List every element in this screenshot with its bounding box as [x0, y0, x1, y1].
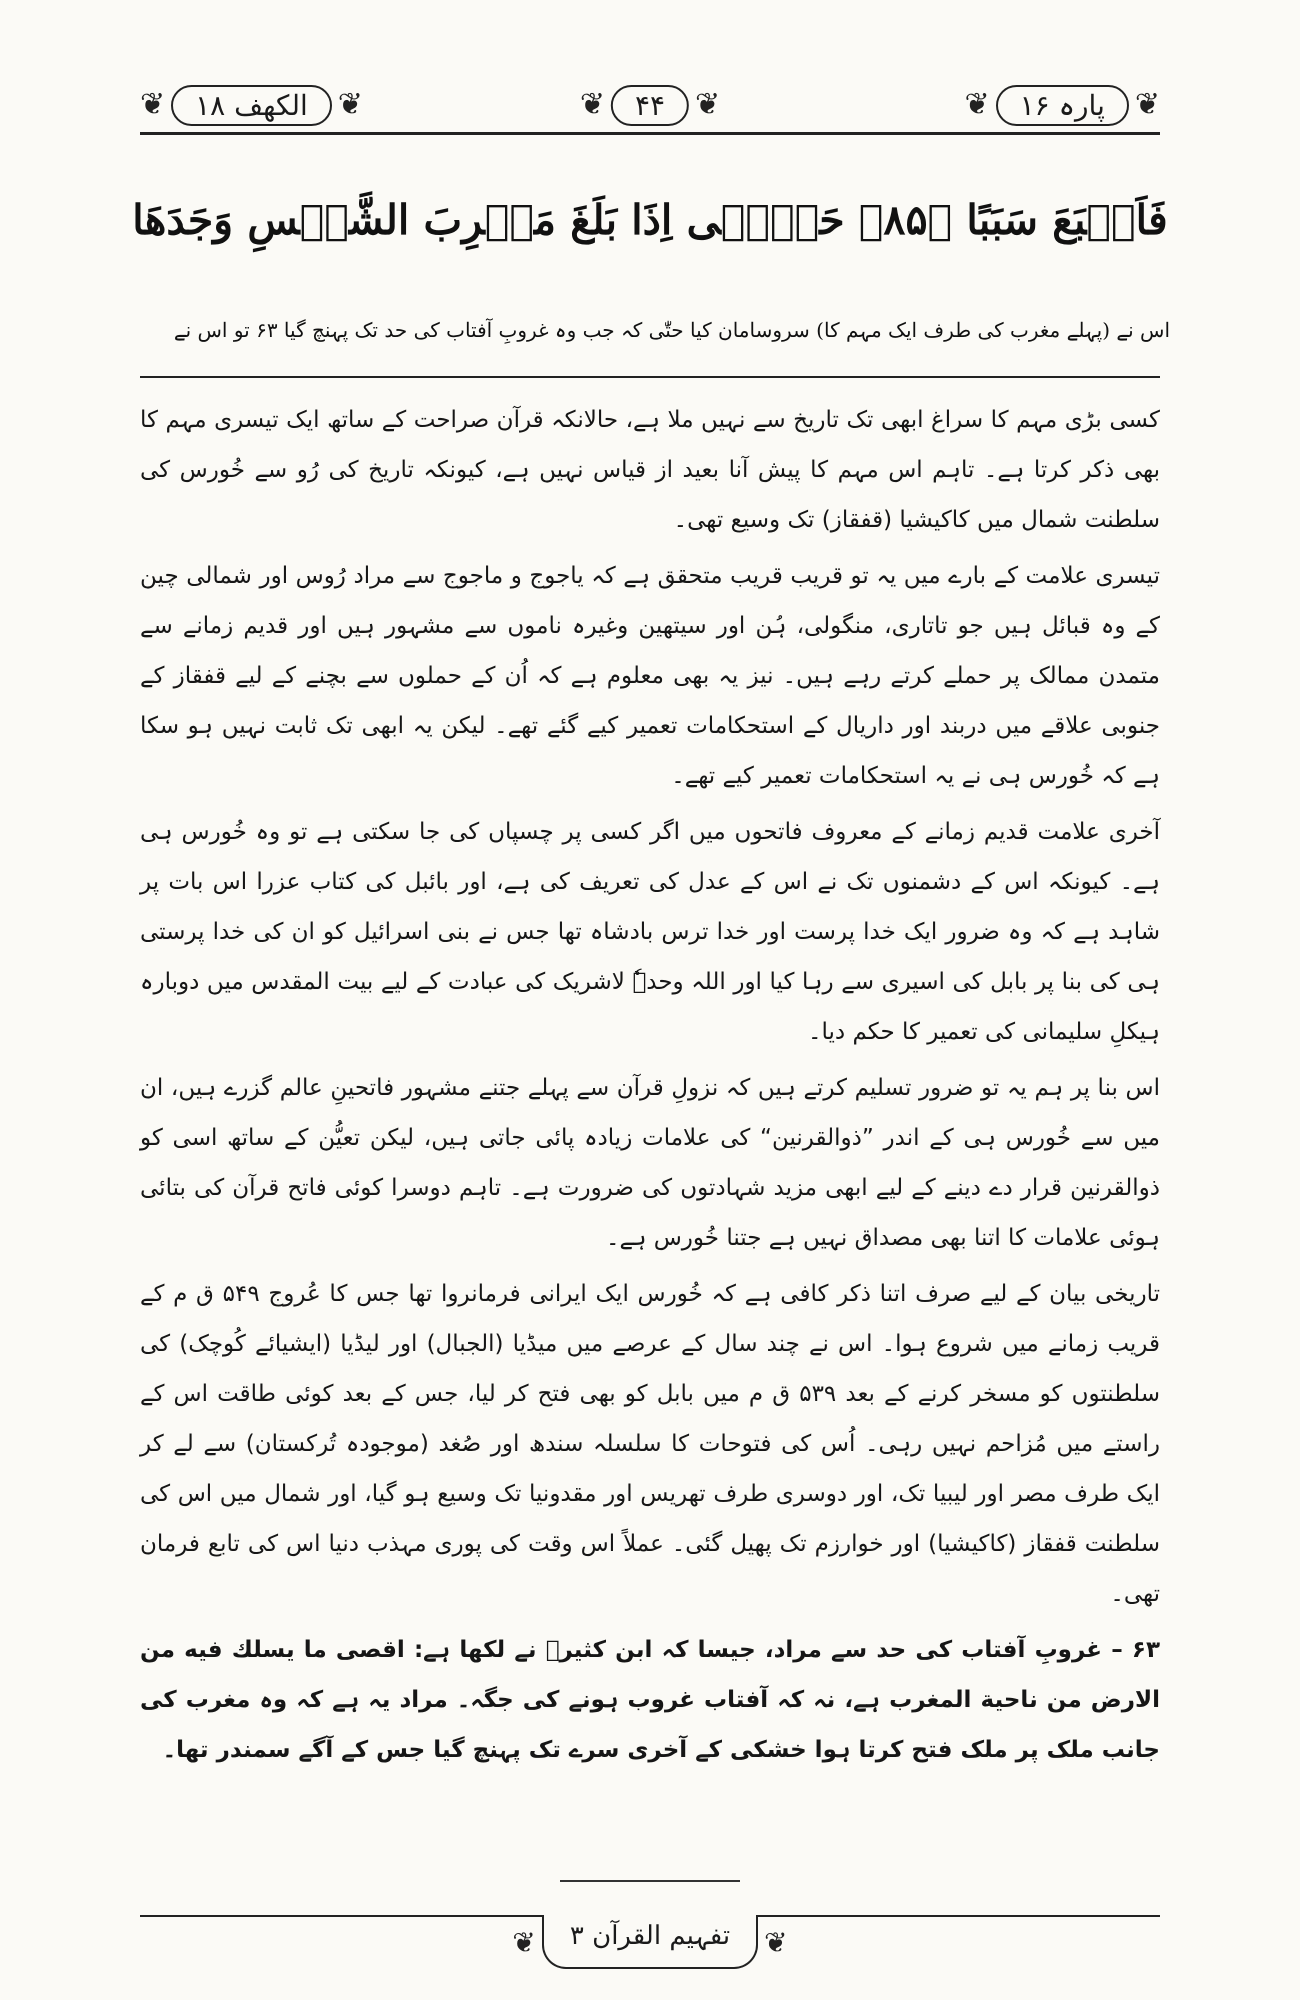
- page-footer: [0, 1915, 1300, 1975]
- page-number: ۴۴: [611, 85, 689, 126]
- flourish-icon: ❦: [579, 87, 605, 122]
- flourish-icon: ❦: [1134, 87, 1160, 122]
- flourish-icon: ❦: [695, 87, 721, 122]
- flourish-icon: ❦: [964, 87, 990, 122]
- header-rule: [140, 132, 1160, 135]
- book-title: تفہیم القرآن ۳: [542, 1915, 758, 1969]
- para-label: پارہ ۱۶: [996, 85, 1129, 126]
- header-para-ornament: [964, 78, 1160, 132]
- commentary-paragraph: اس بنا پر ہم یہ تو ضرور تسلیم کرتے ہیں کہ نزولِ قرآن سے پہلے جتنے مشہور فاتحینِ عالم گزرے ہیں، ان میں سے خُورس ہی کے اندر ”ذوالقرنین“ کی علامات زیادہ پائی جاتی ہیں، لیکن تعیُّن کے ساتھ اسی کو ذوالقرنین قرار دے دینے کے لیے ابھی مزید شہادتوں کی ضرورت ہے۔ تاہم دوسرا کوئی فاتح قرآن کی بتائی ہوئی علامات کا اتنا بھی مصداق نہیں ہے جتنا خُورس ہے۔: [140, 1075, 1160, 1251]
- end-divider: [560, 1880, 740, 1882]
- flourish-icon: ❦: [512, 1926, 536, 1959]
- header-page-ornament: [580, 78, 720, 132]
- verse-translation: اس نے (پہلے مغرب کی طرف ایک مہم کا) سروسامان کیا حتّٰی کہ جب وہ غروبِ آفتاب کی حد تک پہنچ گیا ۶۳ تو اس نے: [173, 318, 1170, 342]
- commentary-paragraph: تیسری علامت کے بارے میں یہ تو قریب قریب متحقق ہے کہ یاجوج و ماجوج سے مراد رُوس اور شمالی چین کے وہ قبائل ہیں جو تاتاری، منگولی، ہُن اور سیتھین وغیرہ ناموں سے مشہور ہیں اور قدیم زمانے سے متمدن ممالک پر حملے کرتے رہے ہیں۔ نیز یہ بھی معلوم ہے کہ اُن کے حملوں سے بچنے کے لیے قفقاز کے جنوبی علاقے میں دربند اور داریال کے استحکامات تعمیر کیے گئے تھے۔ لیکن یہ ابھی تک ثابت نہیں ہو سکا ہے کہ خُورس ہی نے یہ استحکامات تعمیر کیے تھے۔: [140, 563, 1160, 789]
- translation-divider: [140, 376, 1160, 378]
- commentary-paragraph: آخری علامت قدیم زمانے کے معروف فاتحوں میں اگر کسی پر چسپاں کی جا سکتی ہے تو وہ خُورس ہی ہے۔ کیونکہ اس کے دشمنوں تک نے اس کے عدل کی تعریف کی ہے، اور بائبل کی کتاب عزرا اس بات پر شاہد ہے کہ وہ ضرور ایک خدا پرست اور خدا ترس بادشاہ تھا جس نے بنی اسرائیل کو ان کی خدا پرستی ہی کی بنا پر بابل کی اسیری سے رہا کیا اور اللہ وحدہٗ لاشریک کی عبادت کے لیے بیت المقدس میں دوبارہ ہیکلِ سلیمانی کی تعمیر کا حکم دیا۔: [140, 819, 1160, 1045]
- footnote-63: ۶۳ – غروبِ آفتاب کی حد سے مراد، جیسا کہ ابن کثیرؒ نے لکھا ہے: اقصی ما یسلك فیه من الارض من ناحیة المغرب ہے، نہ کہ آفتاب غروب ہونے کی جگہ۔ مراد یہ ہے کہ وہ مغرب کی جانب ملک پر ملک فتح کرتا ہوا خشکی کے آخری سرے تک پہنچ گیا جس کے آگے سمندر تھا۔: [140, 1637, 1160, 1763]
- surah-label: الکھف ۱۸: [171, 85, 332, 126]
- quran-verse: فَاَتۡبَعَ سَبَبًا ﴿۸۵﴾ حَتّٰۤى اِذَا بَلَغَ مَغۡرِبَ الشَّمۡسِ وَجَدَهَا: [132, 196, 1168, 244]
- flourish-icon: ❦: [140, 87, 166, 122]
- flourish-icon: ❦: [764, 1926, 788, 1959]
- page-header: [140, 70, 1160, 150]
- commentary-paragraph: کسی بڑی مہم کا سراغ ابھی تک تاریخ سے نہیں ملا ہے، حالانکہ قرآن صراحت کے ساتھ ایک تیسری مہم کا بھی ذکر کرتا ہے۔ تاہم اس مہم کا پیش آنا بعید از قیاس نہیں ہے، کیونکہ تاریخ کی رُو سے خُورس کی سلطنت شمال میں کاکیشیا (قفقاز) تک وسیع تھی۔: [140, 407, 1160, 533]
- commentary-body: [140, 395, 1160, 1781]
- header-surah-ornament: [140, 78, 363, 132]
- flourish-icon: ❦: [337, 87, 363, 122]
- commentary-paragraph: تاریخی بیان کے لیے صرف اتنا ذکر کافی ہے کہ خُورس ایک ایرانی فرمانروا تھا جس کا عُروج ۵۴۹ ق م کے قریب زمانے میں شروع ہوا۔ اس نے چند سال کے عرصے میں میڈیا (الجبال) اور لیڈیا (ایشیائے کُوچک) کی سلطنتوں کو مسخر کرنے کے بعد ۵۳۹ ق م میں بابل کو بھی فتح کر لیا، جس کے بعد کوئی طاقت اس کے راستے میں مُزاحم نہیں رہی۔ اُس کی فتوحات کا سلسلہ سندھ اور صُغد (موجودہ تُرکستان) سے لے کر ایک طرف مصر اور لیبیا تک، اور دوسری طرف تھریس اور مقدونیا تک وسیع ہو گیا، اور شمال میں اس کی سلطنت قفقاز (کاکیشیا) اور خوارزم تک پھیل گئی۔ عملاً اس وقت کی پوری مہذب دنیا اس کی تابع فرمان تھی۔: [140, 1281, 1161, 1607]
